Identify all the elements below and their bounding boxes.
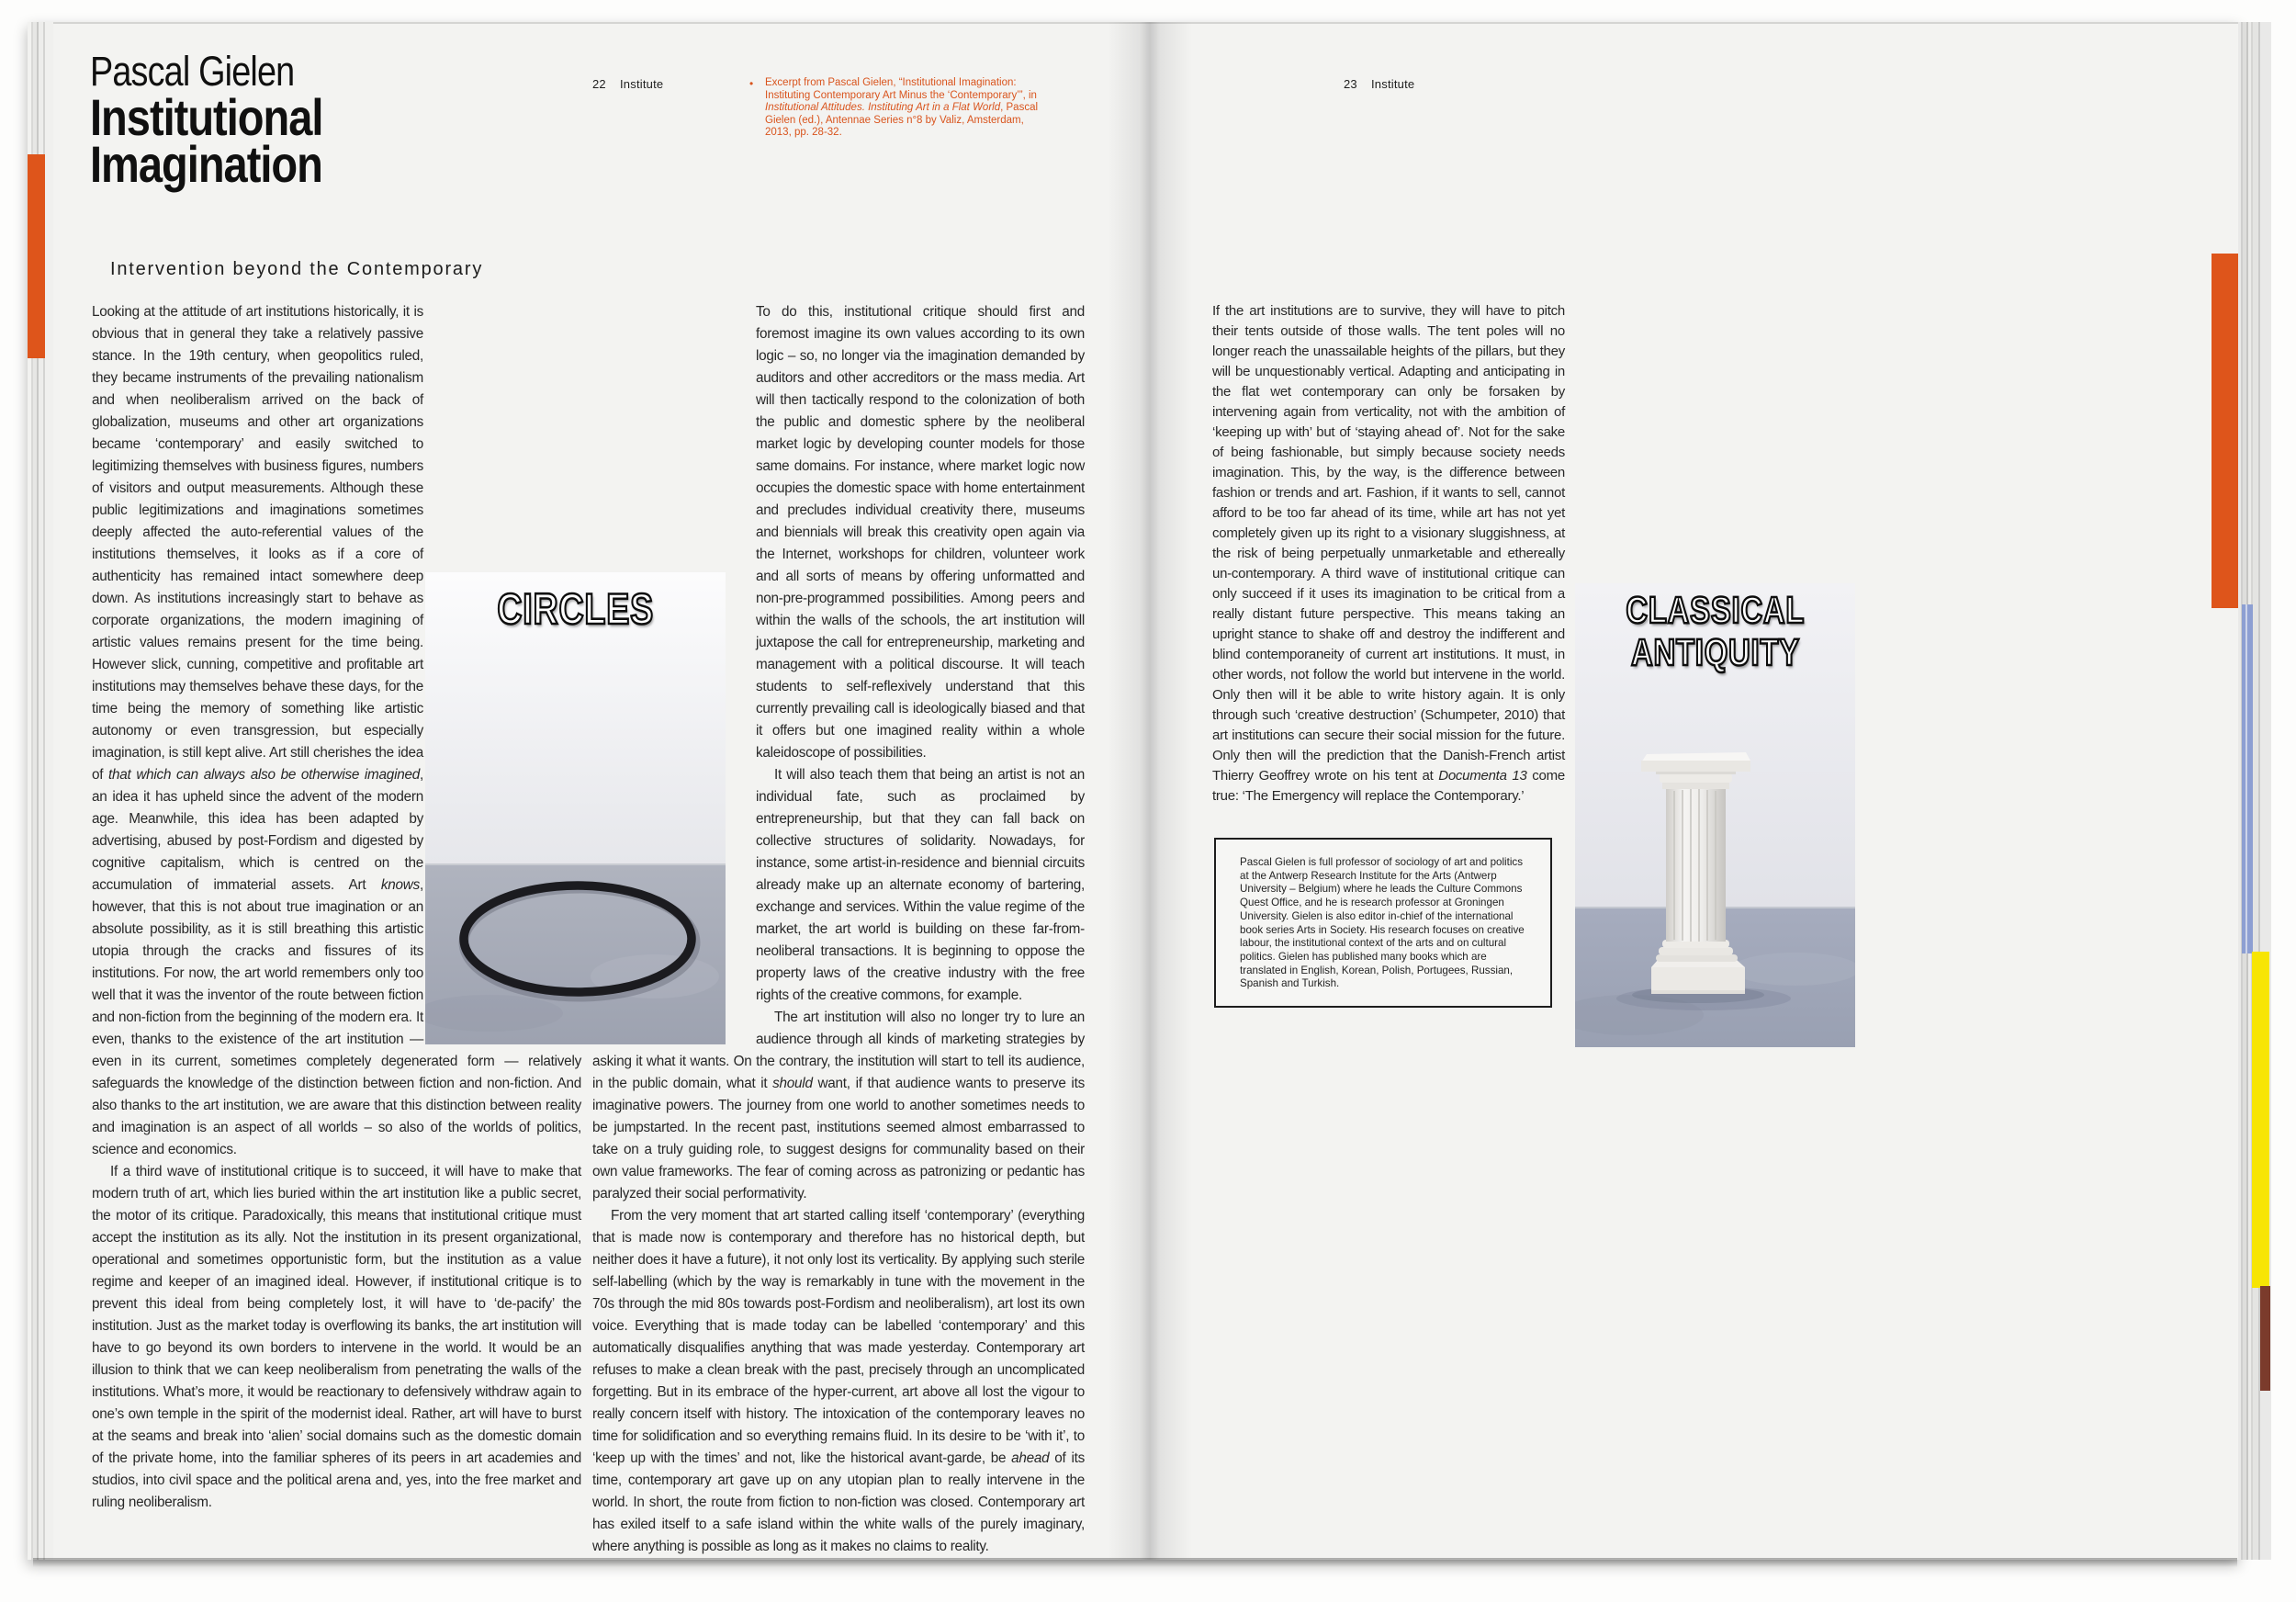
body-paragraph: If a third wave of institutional critique is to succeed, it will have to make that modern truth of art, which lies buried within the art institution like a public secret, the motor of its critique. Paradoxically, this means that institutional critique must accept the institution as its ally. Not the institution in its present organizational, operational and sometimes opportunistic form, but the institution as a value regime and keeper of an imagined ideal. However, if institutional critique is to prevent this ideal from being completely lost, it will have to ‘de-pacify’ the institution. Just as the market today is overflowing its banks, the art institution will have to go beyond its own borders to intervene in the world. It would be an illusion to think that we can keep neoliberalism from penetrating the walls of the institutions. What’s more, it would be reactionary to defensively withdraw again to one’s own temple in the spirit of the modernist ideal. Rather, art will have to burst at the seams and break into ‘alien’ social domains such as the domestic domain of the private home, into the familiar spheres of its peers in art academies and studios, into civil space and the political arena and, yes, into the free market and ruling neoliberalism. [92,1164,581,1510]
circles-illustration [425,572,726,1044]
body-paragraph: To do this, institutional critique should first and foremost imagine its own values according to its own logic – so, no longer via the imagination demanded by auditors and other accreditors or the mass media. Art will then tactically respond to the colonization of both the public and domestic sphere by the neoliberal market logic by developing counter models for those same domains. For instance, where market logic now occupies the domestic space with home entertainment and precludes individual creativity there, museums and biennials will break this creativity open again via the Internet, workshops for children, volunteer work and all sorts of means by offering unformatted and non-pre-programmed possibilities. Among peers and within the walls of the schools, the art institution will juxtapose the call for entrepreneurship, marketing and management with a political discourse. It will teach students to self-reflexively understand that this currently prevailing call is ideologically biased and that it offers but one imagined reality within a whole kaleidoscope of possibilities. [756,304,1085,761]
artwork-column-photo [1575,583,1855,1047]
body-paragraph: If the art institutions are to survive, they will have to pitch their tents outside of those walls. The tent poles will no longer reach the unassailable heights of the pillars, but they will be unquestionably vertical. Adapting and anticipating in the flat wet contemporary can only be forsaken by intervening again from verticality, not with the ambition of ‘keeping up with’ but of ‘staying ahead of’. Not for the sake of being fashionable, but simply because society needs imagination. This, by the way, is the difference between fashion or trends and art. Fashion, if it wants to sell, cannot afford to be too far ahead of its time, while art has not yet completely given up its right to a visionary sluggishness, at the risk of being perpetually unmarketable and ethereally un-contemporary. A third wave of institutional critique can only succeed if it uses its imagination to be critical from a really distant future perspective. This means taking an upright stance to shake off and destroy the indifferent and blind contemporaneity of current art institutions. It must, in other words, not follow the world but intervene in the world. Only then will it be able to write history again. It is only through such ‘creative destruction’ (Schumpeter, 2010) that art institutions can secure their social mission for the future. Only then will the prediction that the Danish-French artist Thierry Geoffrey wrote on his tent at Documenta 13 come true: ‘The Emergency will replace the Contemporary.’ [1212,303,1565,804]
page-edge-strip-yellow [2252,952,2269,1288]
spine-gutter [1108,22,1192,1560]
citation-bullet: • [749,77,754,90]
section-label-right: Institute [1371,77,1415,91]
body-paragraph: From the very moment that art started calling itself ‘contemporary’ (everything that is made now is contemporary and therefore has no historical depth, but neither does it have a future), it not only lost its verticality. By applying such sterile self-labelling (which by the way is remarkably in tune with the movement in the 70s through the mid 80s towards post-Fordism and neoliberalism), art lost its own voice. Everything that is made today can be labelled ‘contemporary’ and this automatically disqualifies anything that was made yesterday. Contemporary art refuses to make a clean break with the past, precisely through an uncomplicated forgetting. But in its embrace of the hyper-current, art above all lost the vigour to really concern itself with history. The intoxication of the contemporary leaves no time for solidification and so everything remains fluid. In its desire to be ‘with it’, to ‘keep up with the times’ and not, like the historical avant-garde, be ahead of its time, contemporary art gave up on any utopian plan to really intervene in the world. In short, the route from fiction to non-fiction was closed. Contemporary art has exiled itself to a safe island within the white walls of the purely imaginary, where anything is possible as long as it makes no claims to reality. [592,1208,1085,1554]
book-bottom-shadow [33,1558,2237,1567]
accent-bar-orange-right [2212,254,2238,608]
meme-caption-circles: CIRCLES [497,584,654,633]
page-number-left: 22 [592,77,606,91]
page-number-right: 23 [1344,77,1357,91]
author-bio-box: Pascal Gielen is full professor of sociology of art and politics at the Antwerp Research Institute for the Arts (Antwerp University – Belgium) where he leads the Culture Commons Quest Office, and he is research professor at Groningen University. Gielen is also editor in-chief of the international book series Arts in Society. His research focuses on creative labour, the institutional context of the arts and on cultural politics. Gielen has published many books which are translated in English, Korean, Polish, Portugees, Russian, Spanish and Turkish. [1214,838,1552,1008]
article-title-line1: Institutional [90,88,323,146]
citation-note: Excerpt from Pascal Gielen, “Institutional Imagination: Instituting Contemporary Art Minus the ‘Contemporary’”, in Institutional Attitudes. Instituting Art in a Flat World, Pascal Gielen (ed.), Antennae Series n°8 by Valiz, Amsterdam, 2013, pp. 28-32. [765,77,1039,139]
article-title-line2: Imagination [90,135,322,193]
page-edge-strip-blue [2242,604,2253,953]
running-head-right [1344,77,1414,91]
meme-caption-classical: CLASSICAL ANTIQUITY [1626,589,1805,673]
body-paragraph: The art institution will also no longer try to lure an audience through all kinds of marketing strategies by asking it what it wants. On the contrary, the institution will start to tell its audience, in the public domain, what it should want, if that audience wants to preserve its imaginative powers. The journey from one world to another sometimes needs to be jumpstarted. In the recent past, institutions seemed almost embarrassed to take on a truly guiding role, to suggest designs for communality based on their own value frameworks. The fear of coming across as patronizing or pedantic has paralyzed their social performativity. [592,1010,1085,1202]
body-paragraph: It will also teach them that being an artist is not an individual fate, such as proclaimed by entrepreneurship, but that they can fall back on collective structures of solidarity. Nowadays, for instance, some artist-in-residence and biennial circuits already make up an alternate economy of bartering, exchange and services. Within the value regime of the market, the art world is building on these far-from-neoliberal transactions. It is beginning to oppose the property laws of the creative industry with the free rights of the creative commons, for example. [756,767,1085,1003]
author-name: Pascal Gielen [90,48,295,95]
page-edge-strip-brown [2260,1286,2270,1391]
running-head-left [592,77,663,91]
body-paragraph: Looking at the attitude of art institutions historically, it is obvious that in general they take a relatively passive stance. In the 19th century, when geopolitics ruled, they became instruments of the prevailing nationalism and when neoliberalism arrived on the back of globalization, museums and other art organizations became ‘contemporary’ and easily switched to legitimizing themselves with business figures, numbers of visitors and output measurements. Although these public legitimizations and imaginations sometimes deeply affected the auto-referential values of the institutions themselves, it looks as if a core of authenticity has remained intact somewhere deep down. As institutions increasingly start to behave as corporate organizations, the modern imagining of artistic values remains present for the time being. However slick, cunning, competitive and profitable art institutions may themselves behave these days, for the time being the memory of something like artistic autonomy or even transgression, but especially imagination, is still kept alive. Art still cherishes the idea of that which can always also be otherwise imagined, an idea it has upheld since the advent of the modern age. Meanwhile, this idea has been adapted by advertising, abused by post-Fordism and digested by cognitive capitalism, which is centred on the accumulation of immaterial assets. Art knows, however, that this is not about true imagination or an absolute possibility, as it is still breathing this artistic utopia through the cracks and fissures of its institutions. For now, the art world remembers only too well that it was the inventor of the route between fiction and non-fiction from the beginning of the modern era. It even, thanks to the existence of the art institution — even in its current, sometimes completely degenerated form — relatively safeguards the knowledge of the distinction between fiction and non-fiction. And also thanks to the art institution, we are aware that this distinction between reality and imagination is an aspect of all worlds – so also of the worlds of politics, science and economics. [92,304,581,1157]
section-label-left: Institute [620,77,664,91]
article-title-block [90,48,367,193]
artwork-circles-photo [425,572,726,1044]
section-heading: Intervention beyond the Contemporary [110,259,484,279]
accent-bar-orange-left [28,154,45,358]
